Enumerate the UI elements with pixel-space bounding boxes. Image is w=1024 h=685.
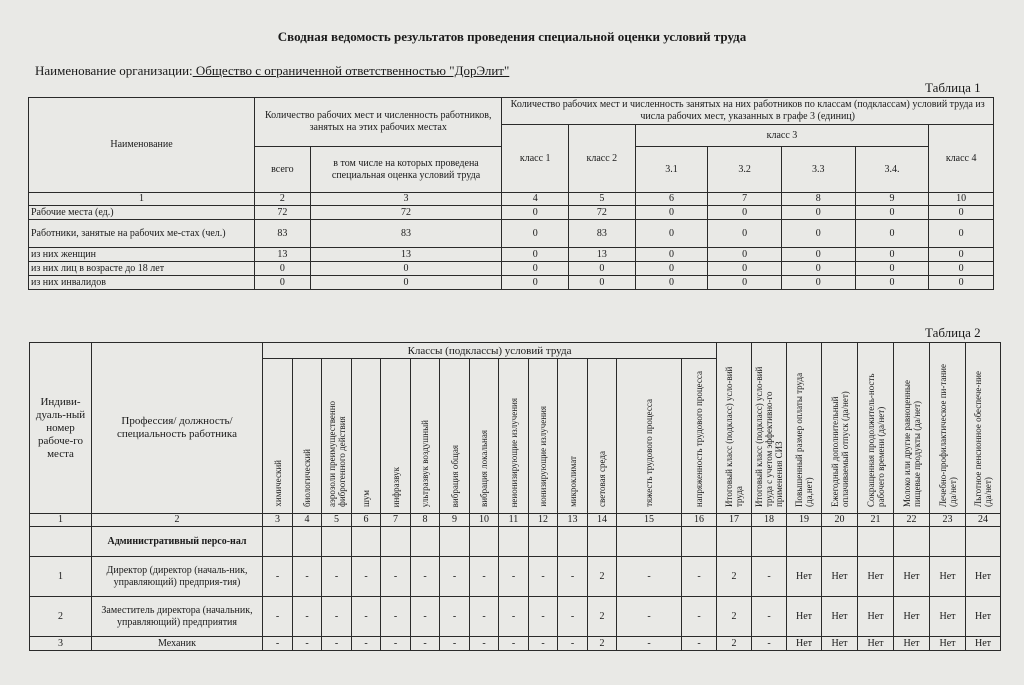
t2-factor-label: ионизирующие излучения — [538, 406, 548, 507]
t2-row-profession: Директор (директор (началь-ник, управляющий) предприя-тия) — [92, 557, 263, 597]
t2-cell: - — [322, 597, 352, 637]
t1-cell: 0 — [855, 262, 929, 276]
organization-label: Наименование организации: — [35, 63, 193, 78]
t1-row — [29, 276, 994, 290]
t2-header-factor — [381, 359, 411, 514]
t2-group-empty — [588, 527, 617, 557]
t2-col-num: 2 — [92, 514, 263, 527]
t1-header-3-2: 3.2 — [708, 147, 782, 193]
t2-group-empty — [966, 527, 1001, 557]
t1-header-class4: класс 4 — [929, 125, 994, 193]
t2-cell: - — [682, 597, 717, 637]
t1-cell: 72 — [569, 206, 636, 220]
t2-header-factor — [558, 359, 588, 514]
t2-cell: - — [263, 597, 293, 637]
t2-group-empty — [293, 527, 322, 557]
t1-cell: 0 — [635, 248, 708, 262]
t1-row — [29, 262, 994, 276]
t1-header-class3: класс 3 — [635, 125, 929, 147]
t1-cell: 0 — [310, 262, 502, 276]
t1-cell: 0 — [502, 248, 569, 262]
table2-label: Таблица 2 — [925, 325, 981, 340]
t1-cell: 0 — [310, 276, 502, 290]
t1-cell: 83 — [255, 220, 311, 248]
t2-header-profession: Профессия/ должность/ специальность работника — [92, 343, 263, 514]
t2-header-factor — [411, 359, 440, 514]
t1-cell: 0 — [569, 276, 636, 290]
t2-cell: Нет — [822, 597, 858, 637]
t2-cell: - — [499, 597, 529, 637]
t2-cell: - — [322, 557, 352, 597]
t1-row-name: Работники, занятые на рабочих ме-стах (чел.) — [29, 220, 255, 248]
t1-header-count: Количество рабочих мест и численность работников, занятых на этих рабочих местах — [255, 98, 502, 147]
t2-cell: - — [381, 557, 411, 597]
t1-cell: 0 — [708, 248, 782, 262]
t2-cell: - — [529, 557, 558, 597]
t2-cell: 2 — [588, 557, 617, 597]
t2-cell: - — [470, 597, 499, 637]
t2-col-num: 1 — [30, 514, 92, 527]
t1-cell: 0 — [781, 220, 855, 248]
t2-header-factor — [752, 343, 787, 514]
t2-cell: Нет — [966, 557, 1001, 597]
t2-cell: - — [752, 597, 787, 637]
t2-cell: 2 — [717, 637, 752, 651]
t1-cell: 0 — [781, 276, 855, 290]
t2-group-empty — [381, 527, 411, 557]
t2-cell: - — [440, 597, 470, 637]
t2-header-factor — [499, 359, 529, 514]
t2-factor-label: биологический — [302, 448, 312, 507]
t1-row — [29, 206, 994, 220]
t1-cell: 0 — [855, 206, 929, 220]
t2-col-num: 21 — [858, 514, 894, 527]
t1-cell: 0 — [781, 206, 855, 220]
t2-col-num: 7 — [381, 514, 411, 527]
organization-line — [35, 63, 509, 79]
t2-group-empty — [717, 527, 752, 557]
t2-cell: - — [440, 637, 470, 651]
t1-column-numbers — [29, 193, 994, 206]
t2-factor-label: Повышенный размер оплаты труда (да,нет) — [794, 372, 815, 507]
t1-header-name: Наименование — [29, 98, 255, 193]
t2-cell: Нет — [930, 637, 966, 651]
t2-group-empty — [322, 527, 352, 557]
t1-cell: 0 — [502, 262, 569, 276]
t2-group-empty — [499, 527, 529, 557]
t2-header-factor — [894, 343, 930, 514]
t2-row-id: 3 — [30, 637, 92, 651]
t1-row-name: из них лиц в возрасте до 18 лет — [29, 262, 255, 276]
t1-cell: 0 — [255, 262, 311, 276]
t1-cell: 0 — [708, 206, 782, 220]
t2-factor-label: Молоко или другие равноценные пищевые продукты (да/нет) — [901, 380, 922, 507]
t1-cell: 13 — [255, 248, 311, 262]
t2-col-num: 11 — [499, 514, 529, 527]
t2-col-num: 23 — [930, 514, 966, 527]
t2-cell: Нет — [894, 597, 930, 637]
t2-factor-label: напряженность трудового процесса — [694, 370, 705, 507]
t1-row-name: из них женщин — [29, 248, 255, 262]
t2-cell: - — [293, 637, 322, 651]
t2-col-num: 16 — [682, 514, 717, 527]
t2-group-empty — [558, 527, 588, 557]
t1-row-name: из них инвалидов — [29, 276, 255, 290]
t2-cell: Нет — [822, 637, 858, 651]
t2-header-factor — [858, 343, 894, 514]
t1-cell: 0 — [929, 262, 994, 276]
t2-col-num: 17 — [717, 514, 752, 527]
t2-group-empty — [440, 527, 470, 557]
organization-name: Общество с ограниченной ответственностью "ДорЭлит" — [192, 63, 510, 78]
t2-cell: 2 — [588, 637, 617, 651]
t2-factor-label: тяжесть трудового процесса — [644, 399, 654, 507]
t2-cell: Нет — [930, 597, 966, 637]
t2-factor-label: химический — [272, 460, 283, 507]
t2-col-num: 19 — [787, 514, 822, 527]
t2-cell: - — [411, 637, 440, 651]
t2-group-empty — [930, 527, 966, 557]
t2-cell: - — [617, 557, 682, 597]
t2-cell: - — [352, 557, 381, 597]
summary-table — [28, 97, 994, 290]
t1-cell: 0 — [635, 276, 708, 290]
t2-cell: 2 — [717, 557, 752, 597]
t2-row-profession: Заместитель директора (начальник, управляющий) предприятия — [92, 597, 263, 637]
t1-cell: 0 — [781, 248, 855, 262]
t1-cell: 0 — [929, 206, 994, 220]
t1-cell: 13 — [569, 248, 636, 262]
t2-group-empty — [263, 527, 293, 557]
t2-cell: - — [293, 557, 322, 597]
t2-header-factor — [822, 343, 858, 514]
t1-header-3-3: 3.3 — [781, 147, 855, 193]
t2-col-num: 5 — [322, 514, 352, 527]
t2-header-id: Индиви-дуаль-ный номер рабоче-го места — [30, 343, 92, 514]
t2-cell: - — [529, 597, 558, 637]
t2-cell: - — [263, 557, 293, 597]
t2-group-empty — [617, 527, 682, 557]
t2-row — [30, 597, 1001, 637]
t2-group-empty — [682, 527, 717, 557]
t2-group-empty — [787, 527, 822, 557]
t2-cell: - — [752, 557, 787, 597]
t1-cell: 0 — [855, 220, 929, 248]
t1-col-num: 2 — [255, 193, 311, 206]
t2-cell: - — [263, 637, 293, 651]
t1-cell: 0 — [708, 262, 782, 276]
t2-row-id: 2 — [30, 597, 92, 637]
t2-cell: - — [381, 597, 411, 637]
t1-col-num: 7 — [708, 193, 782, 206]
t2-cell: 2 — [588, 597, 617, 637]
t2-group-empty — [822, 527, 858, 557]
t1-header-classes: Количество рабочих мест и численность занятых на них работников по классам (подклассам) условий труда из числа рабочих мест, указанных в графе 3 (единиц) — [502, 98, 994, 125]
t2-col-num: 15 — [617, 514, 682, 527]
t2-col-num: 3 — [263, 514, 293, 527]
t1-cell: 72 — [255, 206, 311, 220]
t2-col-num: 24 — [966, 514, 1001, 527]
t2-factor-label: Ежегодный дополнительный оплачиваемый отпуск (да/нет) — [829, 391, 850, 507]
t2-cell: - — [470, 557, 499, 597]
t1-cell: 83 — [310, 220, 502, 248]
t2-cell: Нет — [894, 557, 930, 597]
t1-cell: 83 — [569, 220, 636, 248]
t2-cell: - — [682, 557, 717, 597]
t2-col-num: 18 — [752, 514, 787, 527]
t2-header-classes: Классы (подклассы) условий труда — [263, 343, 717, 359]
t2-cell: - — [293, 597, 322, 637]
t1-row — [29, 248, 994, 262]
t2-col-num: 12 — [529, 514, 558, 527]
t1-header-3-4: 3.4. — [855, 147, 929, 193]
t2-cell: - — [352, 597, 381, 637]
t2-header-factor — [352, 359, 381, 514]
t2-cell: - — [617, 597, 682, 637]
t2-header-factor — [293, 359, 322, 514]
t1-header-total: всего — [255, 147, 311, 193]
t2-col-num: 9 — [440, 514, 470, 527]
t2-cell: Нет — [858, 597, 894, 637]
t1-cell: 0 — [855, 248, 929, 262]
t1-col-num: 10 — [929, 193, 994, 206]
t1-cell: 72 — [310, 206, 502, 220]
t1-header-assessed: в том числе на которых проведена специальная оценка условий труда — [310, 147, 502, 193]
t2-header-factor — [717, 343, 752, 514]
t2-group-empty — [858, 527, 894, 557]
t2-factor-label: инфразвук — [390, 466, 401, 507]
t2-header-factor — [440, 359, 470, 514]
t2-factor-label: неионизирующие излучения — [508, 397, 519, 507]
t2-cell: Нет — [858, 637, 894, 651]
t1-header-class1: класс 1 — [502, 125, 569, 193]
t2-factor-label: Сокращенная продолжитель-ность рабочего времени (да/нет) — [865, 373, 886, 507]
t1-col-num: 1 — [29, 193, 255, 206]
t2-row — [30, 637, 1001, 651]
t1-cell: 0 — [929, 276, 994, 290]
t2-group-empty — [30, 527, 92, 557]
t1-cell: 0 — [635, 220, 708, 248]
t1-cell: 13 — [310, 248, 502, 262]
t2-col-num: 20 — [822, 514, 858, 527]
t2-cell: Нет — [930, 557, 966, 597]
t2-factor-label: вибрация локальная — [479, 429, 489, 507]
t2-group-name: Административный персо-нал — [92, 527, 263, 557]
t1-cell: 0 — [502, 206, 569, 220]
t1-cell: 0 — [502, 276, 569, 290]
t2-cell: - — [558, 637, 588, 651]
t2-cell: - — [440, 557, 470, 597]
t1-cell: 0 — [635, 206, 708, 220]
t2-cell: - — [381, 637, 411, 651]
document-title: Сводная ведомость результатов проведения специальной оценки условий труда — [277, 29, 747, 44]
t2-cell: 2 — [717, 597, 752, 637]
t2-col-num: 6 — [352, 514, 381, 527]
t2-factor-label: вибрация общая — [449, 444, 460, 507]
t2-factor-label: Итоговый класс (подкласс) усло-вий труда — [724, 366, 745, 507]
t2-cell: Нет — [787, 597, 822, 637]
t1-cell: 0 — [929, 220, 994, 248]
t2-cell: Нет — [858, 557, 894, 597]
t1-row — [29, 220, 994, 248]
t2-cell: - — [322, 637, 352, 651]
t1-col-num: 4 — [502, 193, 569, 206]
t2-col-num: 8 — [411, 514, 440, 527]
t2-cell: Нет — [894, 637, 930, 651]
t1-cell: 0 — [781, 262, 855, 276]
t2-cell: - — [499, 637, 529, 651]
t1-cell: 0 — [708, 276, 782, 290]
t2-row-profession: Механик — [92, 637, 263, 651]
t2-col-num: 10 — [470, 514, 499, 527]
t1-col-num: 3 — [310, 193, 502, 206]
t2-group-empty — [529, 527, 558, 557]
t1-header-class2: класс 2 — [569, 125, 636, 193]
t2-factor-label: Итоговый класс (подкласс) усло-вий труда с учетом эффективно-го применения СИЗ — [754, 366, 785, 507]
t2-header-factor — [470, 359, 499, 514]
t2-col-num: 14 — [588, 514, 617, 527]
t2-cell: Нет — [822, 557, 858, 597]
t1-cell: 0 — [855, 276, 929, 290]
t2-header-factor — [322, 359, 352, 514]
t2-header-factor — [966, 343, 1001, 514]
t2-group-empty — [411, 527, 440, 557]
table1-label: Таблица 1 — [925, 80, 981, 95]
t2-header-factor — [617, 359, 682, 514]
t2-cell: Нет — [966, 597, 1001, 637]
t1-cell: 0 — [708, 220, 782, 248]
t2-header-factor — [930, 343, 966, 514]
t2-cell: - — [411, 597, 440, 637]
workplaces-table — [29, 342, 1001, 651]
t2-factor-label: микроклимат — [567, 456, 578, 507]
t2-cell: - — [752, 637, 787, 651]
t2-header-factor — [682, 359, 717, 514]
t1-header-3-1: 3.1 — [635, 147, 708, 193]
t2-factor-label: Льготное пенсионное обеспече-ние (да/нет) — [973, 371, 994, 507]
t2-factor-label: шум — [361, 489, 371, 507]
t2-col-num: 13 — [558, 514, 588, 527]
t2-cell: Нет — [787, 637, 822, 651]
t1-cell: 0 — [569, 262, 636, 276]
t1-cell: 0 — [502, 220, 569, 248]
t2-cell: - — [682, 637, 717, 651]
t2-header-factor — [263, 359, 293, 514]
t2-cell: - — [529, 637, 558, 651]
t2-cell: - — [558, 597, 588, 637]
t1-cell: 0 — [255, 276, 311, 290]
t2-col-num: 22 — [894, 514, 930, 527]
t2-header-factor — [787, 343, 822, 514]
t1-col-num: 5 — [569, 193, 636, 206]
t2-cell: - — [470, 637, 499, 651]
t2-cell: - — [352, 637, 381, 651]
t2-group-row — [30, 527, 1001, 557]
t2-header-factor — [588, 359, 617, 514]
t2-cell: - — [411, 557, 440, 597]
t2-group-empty — [352, 527, 381, 557]
t1-col-num: 8 — [781, 193, 855, 206]
t2-group-empty — [752, 527, 787, 557]
t2-row — [30, 557, 1001, 597]
t2-group-empty — [894, 527, 930, 557]
t1-cell: 0 — [635, 262, 708, 276]
t2-col-num: 4 — [293, 514, 322, 527]
t2-cell: - — [558, 557, 588, 597]
t2-factor-label: световая среда — [597, 451, 607, 507]
t2-cell: - — [617, 637, 682, 651]
t2-cell: Нет — [787, 557, 822, 597]
t1-cell: 0 — [929, 248, 994, 262]
t1-col-num: 9 — [855, 193, 929, 206]
t2-header-factor — [529, 359, 558, 514]
t2-cell: - — [499, 557, 529, 597]
t2-row-id: 1 — [30, 557, 92, 597]
t2-group-empty — [470, 527, 499, 557]
t2-factor-label: Лечебно-профилактическое пи-тание (да/нет) — [937, 364, 958, 507]
t2-cell: Нет — [966, 637, 1001, 651]
t1-col-num: 6 — [635, 193, 708, 206]
t1-row-name: Рабочие места (ед.) — [29, 206, 255, 220]
t2-factor-label: ультразвук воздушный — [420, 419, 430, 507]
t2-factor-label: аэрозоли преимущественно фиброгенного действия — [326, 400, 347, 507]
